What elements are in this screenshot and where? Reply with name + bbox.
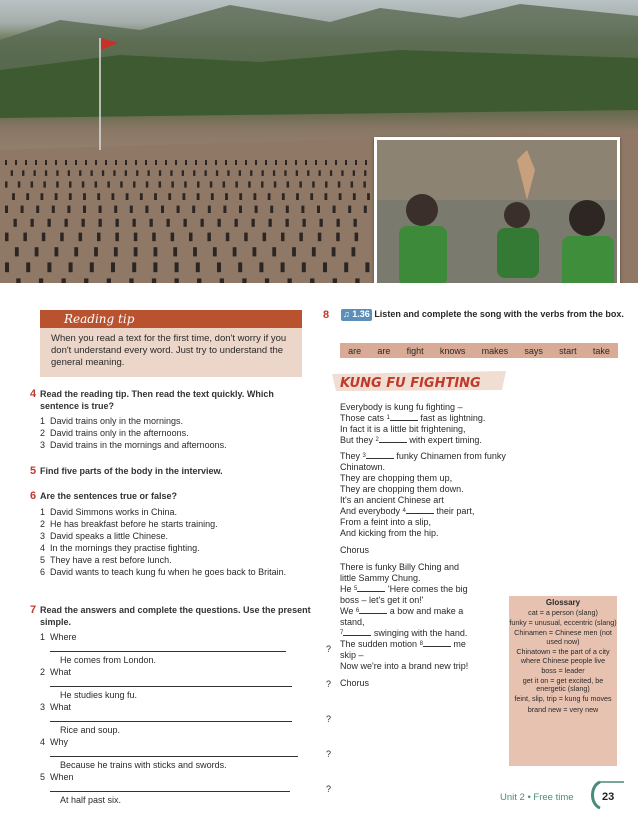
lyric-line: There is funky Billy Ching and (340, 562, 460, 572)
list-item (40, 543, 312, 555)
gap-blank[interactable] (357, 591, 385, 592)
reading-tip-text: When you read a text for the first time, don't worry if you don't understand every word. Just try to understand the general meaning. (51, 333, 287, 368)
answer-line[interactable] (50, 686, 292, 687)
gap-blank[interactable] (366, 458, 394, 459)
lyric-line: little Sammy Chung. (340, 573, 421, 583)
answer-line[interactable] (50, 791, 290, 792)
glossary-item: feint, slip, trip = kung fu moves (514, 694, 612, 704)
item-number: 5 (40, 554, 46, 565)
item-number: 1 (40, 632, 46, 642)
lyric-line: boss – let's get it on!' (340, 595, 424, 605)
item-text: In the mornings they practise fighting. (50, 542, 200, 553)
word-box-item: are (348, 345, 362, 356)
item-number: 2 (40, 667, 46, 677)
exercise-6 (30, 491, 312, 579)
gap-blank[interactable] (390, 420, 418, 421)
question-word: Where (50, 632, 77, 642)
exercise-instruction: Are the sentences true or false? (40, 491, 178, 501)
glossary-item: funky = unusual, eccentric (slang) (509, 618, 617, 628)
lyric-line: We $^6$ a bow and make a (340, 606, 464, 616)
lyric-line: $^7$ swinging with the hand. (340, 628, 468, 638)
song-title: KUNG FU FIGHTING (340, 376, 481, 391)
item-number: 6 (40, 566, 46, 577)
question-mark: ? (326, 678, 332, 689)
question-mark: ? (326, 643, 332, 654)
exercise-instruction: Find five parts of the body in the interview. (40, 466, 223, 476)
audio-track-badge[interactable] (341, 309, 372, 321)
lyric-line: Those cats $^1$ fast as lightning. (340, 413, 486, 423)
exercise-5 (30, 466, 312, 478)
lyric-line: It's an ancient Chinese art (340, 495, 444, 505)
question-word: When (50, 772, 74, 782)
glossary-item: boss = leader (541, 665, 585, 675)
list-item (40, 416, 312, 428)
item-number: 3 (40, 702, 46, 712)
question-item (40, 632, 332, 667)
gap-blank[interactable] (343, 635, 371, 636)
reading-tip-box (40, 328, 302, 377)
item-number: 2 (40, 428, 46, 438)
lyric-line: Everybody is kung fu fighting – (340, 402, 463, 412)
gap-blank[interactable] (406, 513, 434, 514)
list-item (40, 531, 312, 543)
question-word: What (50, 667, 72, 677)
reading-tip-title: Reading tip (64, 312, 135, 326)
exercise-list (40, 416, 312, 452)
glossary-item: Chinatown = the part of a city where Chinese people live (516, 646, 610, 665)
gap-blank[interactable] (379, 442, 407, 443)
word-box-item: are (377, 345, 391, 356)
glossary-item: Chinamen = Chinese men (not used now) (514, 628, 612, 646)
chorus-label: Chorus (340, 678, 370, 688)
exercise-number: 6 (30, 490, 37, 502)
item-number: 4 (40, 737, 46, 747)
list-item (40, 555, 312, 567)
lyric-line: And kicking from the hip. (340, 528, 439, 538)
exercise-list (40, 632, 332, 807)
exercise-instruction: Read the answers and complete the questions. Use the present simple. (40, 605, 311, 627)
question-mark: ? (326, 748, 332, 759)
page-number: 23 (602, 791, 615, 803)
question-item (40, 772, 332, 807)
gap-blank[interactable] (423, 646, 451, 647)
page-number-badge (588, 780, 626, 810)
reading-tip-header (40, 310, 302, 328)
lyric-line: They $^3$ funky Chinamen from funky (340, 451, 506, 461)
answer-line[interactable] (50, 651, 286, 652)
lyric-line: Chinatown. (340, 462, 386, 472)
item-number: 1 (40, 416, 46, 426)
exercise-number: 4 (30, 388, 37, 400)
item-text: David wants to teach kung fu when he goes back to Britain. (50, 566, 287, 577)
unit-label: Unit 2 • Free time (500, 792, 574, 803)
word-box-item: makes (481, 345, 509, 356)
glossary-item: cat = a person (slang) (528, 608, 598, 618)
item-text: David trains only in the afternoons. (50, 428, 189, 438)
word-box-item: take (592, 345, 610, 356)
headphones-icon: ♫ (343, 309, 350, 319)
glossary-box (509, 596, 617, 766)
lyric-line: He $^5$ 'Here comes the big (340, 584, 468, 594)
lyric-line: Now we're into a brand new trip! (340, 661, 469, 671)
exercise-7 (30, 604, 332, 807)
question-mark: ? (326, 783, 332, 794)
item-number: 1 (40, 506, 46, 517)
chorus-label: Chorus (340, 545, 370, 555)
answer-line[interactable] (50, 756, 298, 757)
lyric-line: And everybody $^4$ their part, (340, 506, 475, 516)
song-lyrics (340, 402, 506, 689)
question-word: What (50, 702, 72, 712)
item-text: David speaks a little Chinese. (50, 530, 169, 541)
gap-blank[interactable] (359, 613, 387, 614)
item-text: David Simmons works in China. (50, 506, 178, 517)
glossary-title: Glossary (545, 598, 581, 607)
question-item (40, 702, 332, 737)
word-box-item: knows (439, 345, 466, 356)
lyric-line: The sudden motion $^8$ me (340, 639, 466, 649)
lyric-line: They are chopping them up, (340, 473, 453, 483)
item-number: 2 (40, 518, 46, 529)
answer-line[interactable] (50, 721, 292, 722)
given-answer: He comes from London. (60, 655, 157, 665)
item-number: 5 (40, 772, 46, 782)
given-answer: He studies kung fu. (60, 690, 138, 700)
exercise-list (40, 507, 312, 579)
exercise-instruction: Listen and complete the song with the verbs from the box. (374, 309, 624, 319)
lyric-line: They are chopping them down. (340, 484, 464, 494)
item-text: He has breakfast before he starts training. (50, 518, 218, 529)
item-number: 3 (40, 530, 46, 541)
exercise-instruction: Read the reading tip. Then read the text quickly. Which sentence is true? (40, 389, 274, 411)
list-item (40, 507, 312, 519)
item-number: 4 (40, 542, 46, 553)
exercise-number: 8 (323, 309, 330, 321)
lyric-line: skip – (340, 650, 364, 660)
lyric-line: But they $^2$ with expert timing. (340, 435, 482, 445)
exercise-number: 5 (30, 465, 37, 477)
boys-inset-photo (374, 137, 620, 283)
lyric-line: From a feint into a slip, (340, 517, 432, 527)
song-title-banner (330, 370, 508, 392)
question-mark: ? (326, 713, 332, 724)
word-box-item: says (524, 345, 543, 356)
exercise-4 (30, 389, 312, 452)
item-text: David trains only in the mornings. (50, 416, 184, 426)
word-box-item: start (559, 345, 577, 356)
question-item (40, 667, 332, 702)
list-item (40, 567, 312, 579)
item-text: They have a rest before lunch. (50, 554, 172, 565)
question-item (40, 737, 332, 772)
item-text: David trains in the mornings and afternoons. (50, 440, 227, 450)
given-answer: Because he trains with sticks and swords. (60, 760, 227, 770)
question-word: Why (50, 737, 68, 747)
lyric-line: stand, (340, 617, 365, 627)
list-item (40, 440, 312, 452)
audio-track-number: 1.36 (352, 309, 370, 319)
exercise-8-instruction (341, 309, 631, 321)
kung-fu-school-photo (0, 0, 638, 283)
glossary-item: get it on = get excited, be energetic (slang) (522, 675, 604, 694)
item-number: 3 (40, 440, 46, 450)
exercise-number: 7 (30, 604, 37, 616)
glossary-item: brand new = very new (527, 704, 599, 714)
list-item (40, 428, 312, 440)
word-box-item: fight (406, 345, 424, 356)
given-answer: Rice and soup. (60, 725, 121, 735)
list-item (40, 519, 312, 531)
given-answer: At half past six. (60, 795, 122, 805)
word-box (340, 343, 618, 358)
lyric-line: In fact it is a little bit frightening, (340, 424, 466, 434)
